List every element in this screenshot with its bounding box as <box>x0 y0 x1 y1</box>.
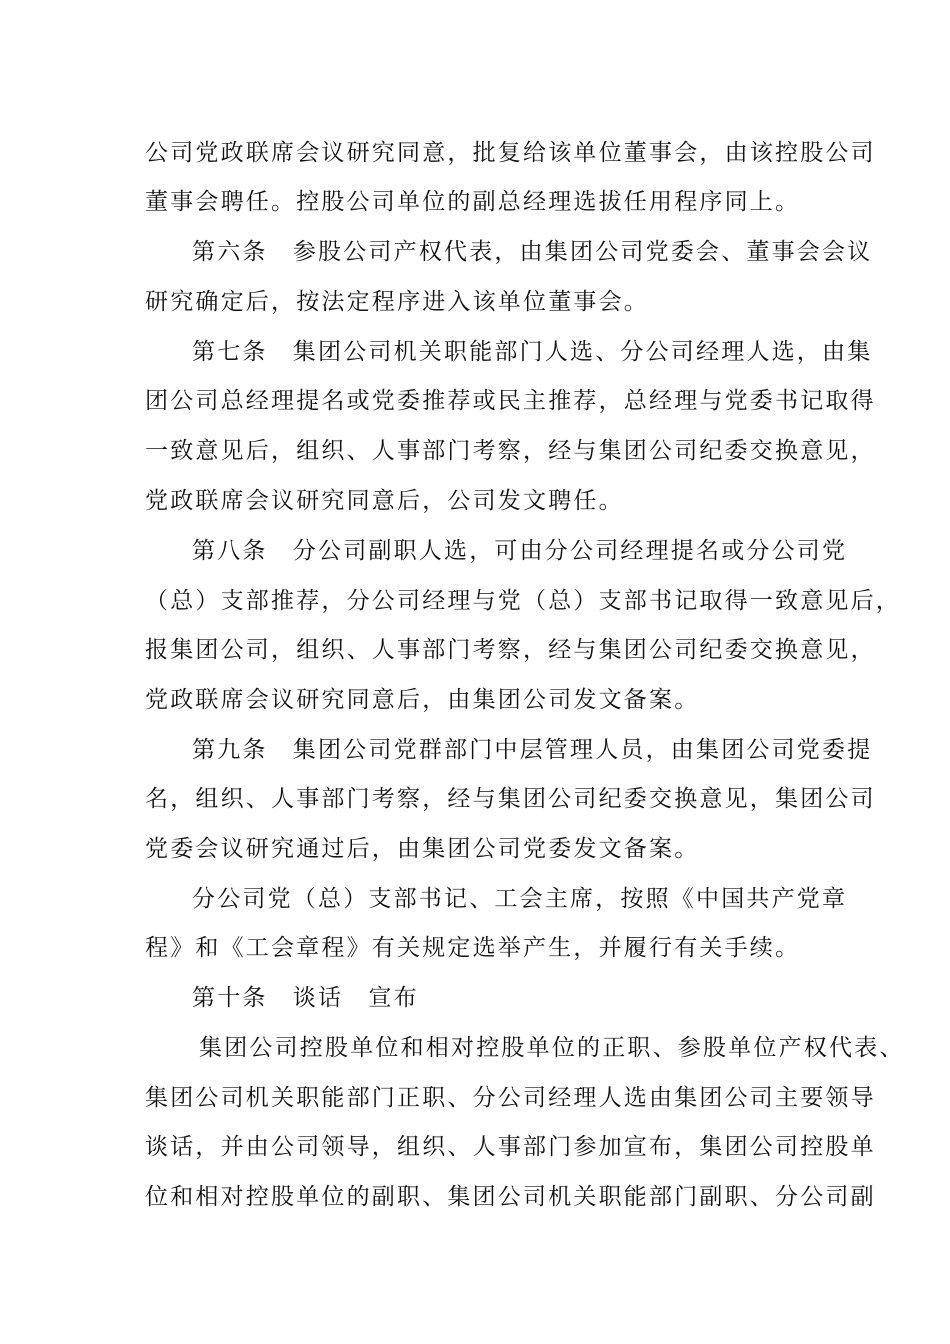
text-line: 名，组织、人事部门考察，经与集团公司纪委交换意见，集团公司 <box>145 786 876 812</box>
text-line: 第八条 分公司副职人选，可由分公司经理提名或分公司党 <box>192 538 848 564</box>
text-line: 党政联席会议研究同意后，由集团公司发文备案。 <box>145 687 700 713</box>
text-line: 第六条 参股公司产权代表，由集团公司党委会、董事会会议 <box>192 239 873 265</box>
text-line: 第九条 集团公司党群部门中层管理人员，由集团公司党委提 <box>192 737 873 763</box>
text-line: （总）支部推荐，分公司经理与党（总）支部书记取得一致意见后， <box>145 588 901 614</box>
text-line: 党委会议研究通过后，由集团公司党委发文备案。 <box>145 836 700 862</box>
text-line: 团公司总经理提名或党委推荐或民主推荐，总经理与党委书记取得 <box>145 388 876 414</box>
text-line: 董事会聘任。控股公司单位的副总经理选拔任用程序同上。 <box>145 189 801 215</box>
text-line: 第七条 集团公司机关职能部门人选、分公司经理人选，由集 <box>192 339 873 365</box>
text-line: 程》和《工会章程》有关规定选举产生，并履行有关手续。 <box>145 935 801 961</box>
text-line: 位和相对控股单位的副职、集团公司机关职能部门副职、分公司副 <box>145 1184 876 1210</box>
text-line: 报集团公司，组织、人事部门考察，经与集团公司纪委交换意见， <box>145 637 876 663</box>
text-line: 党政联席会议研究同意后，公司发文聘任。 <box>145 488 624 514</box>
text-line: 集团公司机关职能部门正职、分公司经理人选由集团公司主要领导 <box>145 1085 876 1111</box>
text-line: 分公司党（总）支部书记、工会主席，按照《中国共产党章 <box>192 886 848 912</box>
text-line: 一致意见后，组织、人事部门考察，经与集团公司纪委交换意见， <box>145 438 876 464</box>
section-heading: 第十条 谈话 宣布 <box>192 985 419 1011</box>
text-line: 谈话，并由公司领导，组织、人事部门参加宣布，集团公司控股单 <box>145 1134 876 1160</box>
text-line: 研究确定后，按法定程序进入该单位董事会。 <box>145 289 649 315</box>
text-line: 公司党政联席会议研究同意，批复给该单位董事会，由该控股公司 <box>145 140 876 166</box>
text-line: 集团公司控股单位和相对控股单位的正职、参股单位产权代表、 <box>199 1035 905 1061</box>
